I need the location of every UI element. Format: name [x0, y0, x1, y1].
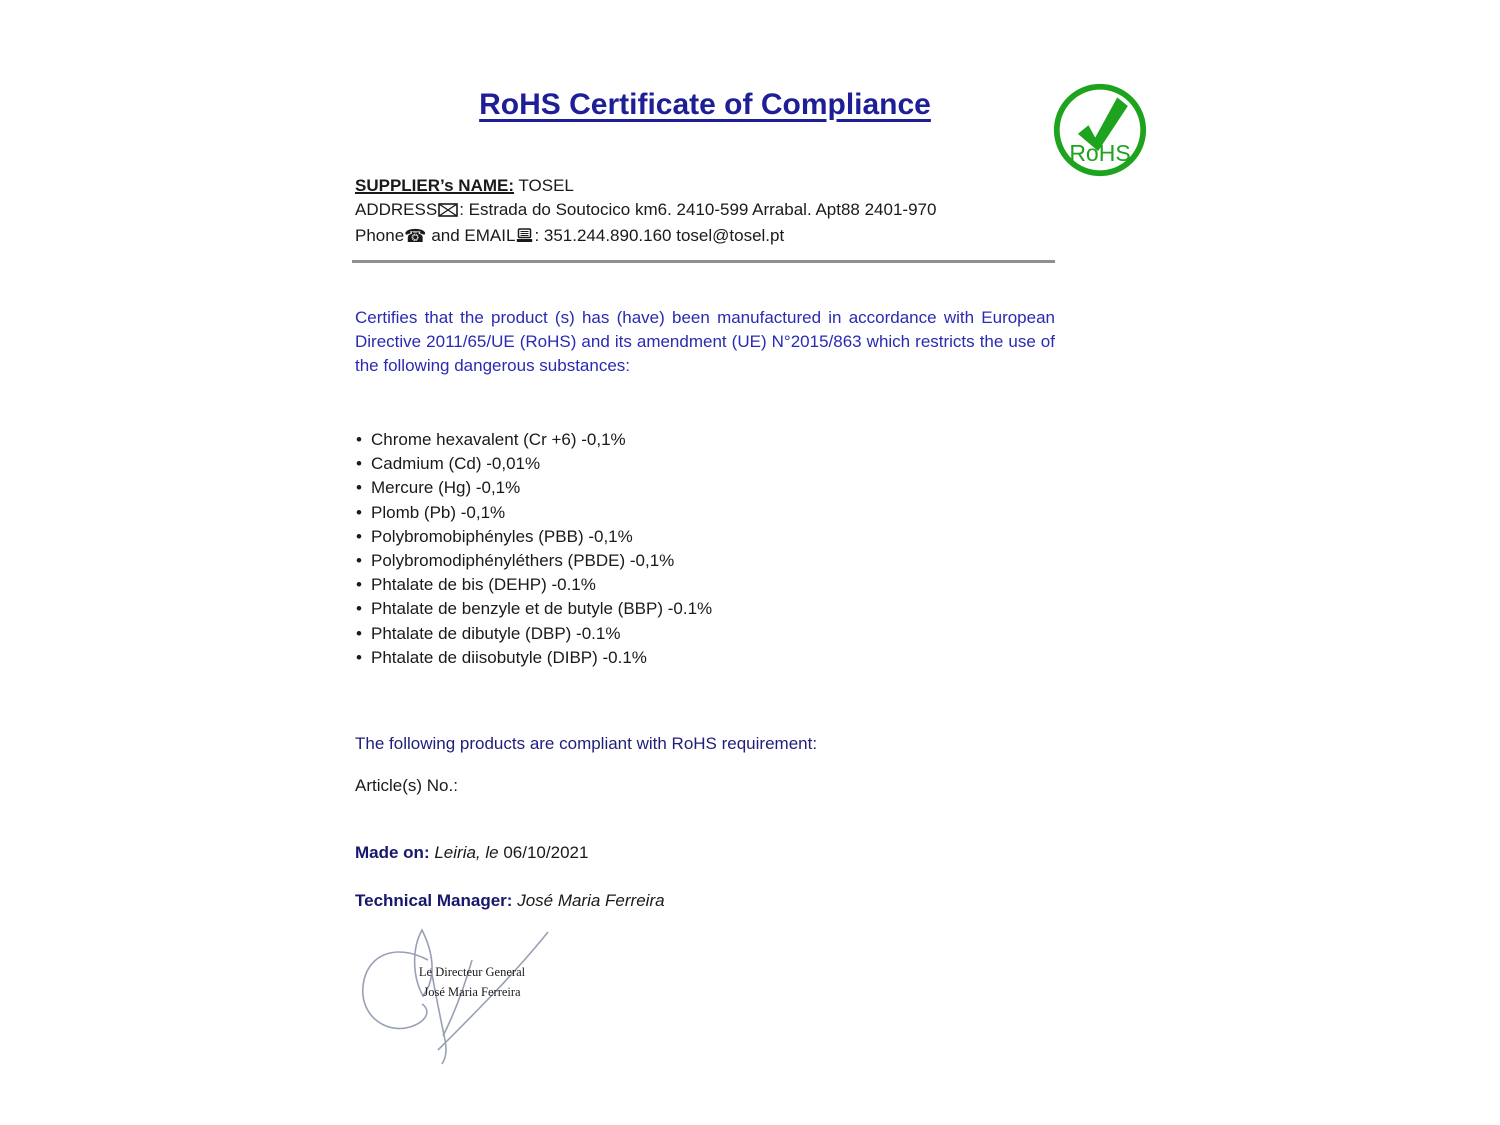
signature-line2: José Maria Ferreira: [423, 985, 521, 999]
supplier-name-row: [355, 174, 1055, 198]
horizontal-rule: [352, 260, 1055, 263]
technical-manager-line: [355, 891, 665, 911]
phone-label: Phone: [355, 226, 405, 245]
address-label: ADDRESS: [355, 200, 438, 219]
supplier-contact-row: [355, 224, 1055, 250]
signature-line1: Le Directeur General: [418, 965, 526, 979]
certification-statement: Certifies that the product (s) has (have) been manufactured in accordance with European Directive 2011/65/UE (RoHS) and its amendment (UE) N°2015/863 which restricts the use of the following dangerous substances:: [355, 308, 1055, 375]
substance-item: • Chrome hexavalent (Cr +6) -0,1%: [356, 430, 626, 449]
document-title: RoHS Certificate of Compliance: [479, 88, 931, 121]
made-on-place: Leiria, le: [434, 843, 499, 862]
substance-item: • Mercure (Hg) -0,1%: [356, 478, 521, 498]
substance-item: • Cadmium (Cd) -0,01%: [356, 454, 541, 474]
supplier-block: [355, 174, 1055, 250]
substances-list: [356, 428, 1056, 670]
substance-item: • Phtalate de bis (DEHP) -0.1%: [356, 575, 596, 595]
made-on-label: Made on:: [355, 843, 430, 862]
substance-item: • Phtalate de diisobutyle (DIBP) -0.1%: [356, 647, 647, 667]
address-value: : Estrada do Soutocico km6. 2410-599 Arrabal. Apt88 2401-970: [459, 200, 937, 219]
made-on-line: [355, 843, 588, 863]
signature-block: [352, 918, 592, 1078]
envelope-icon: [438, 200, 458, 224]
rohs-logo: [1052, 82, 1148, 178]
supplier-address-row: [355, 198, 1055, 224]
computer-icon: [516, 226, 533, 250]
substance-item: • Phtalate de dibutyle (DBP) -0.1%: [356, 623, 621, 643]
rohs-logo-label: RoHS: [1069, 140, 1131, 166]
made-on-date: 06/10/2021: [503, 843, 589, 862]
technical-manager-name: José Maria Ferreira: [517, 891, 665, 910]
technical-manager-label: Technical Manager:: [355, 891, 513, 910]
and-email-label: and EMAIL: [431, 226, 516, 245]
compliance-statement: The following products are compliant with RoHS requirement:: [355, 734, 818, 753]
supplier-name-label: SUPPLIER’s NAME:: [355, 176, 515, 195]
supplier-name-value: TOSEL: [518, 176, 574, 195]
substance-item: • Polybromobiphényles (PBB) -0,1%: [356, 526, 633, 546]
substance-item: • Plomb (Pb) -0,1%: [356, 502, 506, 522]
telephone-icon: ☎: [404, 226, 427, 247]
articles-label: Article(s) No.:: [355, 776, 458, 795]
signature-text: [382, 962, 562, 1002]
contact-value: : 351.244.890.160 tosel@tosel.pt: [534, 226, 785, 245]
substance-item: • Phtalate de benzyle et de butyle (BBP) -0.1%: [356, 599, 713, 619]
substance-item: • Polybromodiphényléthers (PBDE) -0,1%: [356, 551, 675, 571]
